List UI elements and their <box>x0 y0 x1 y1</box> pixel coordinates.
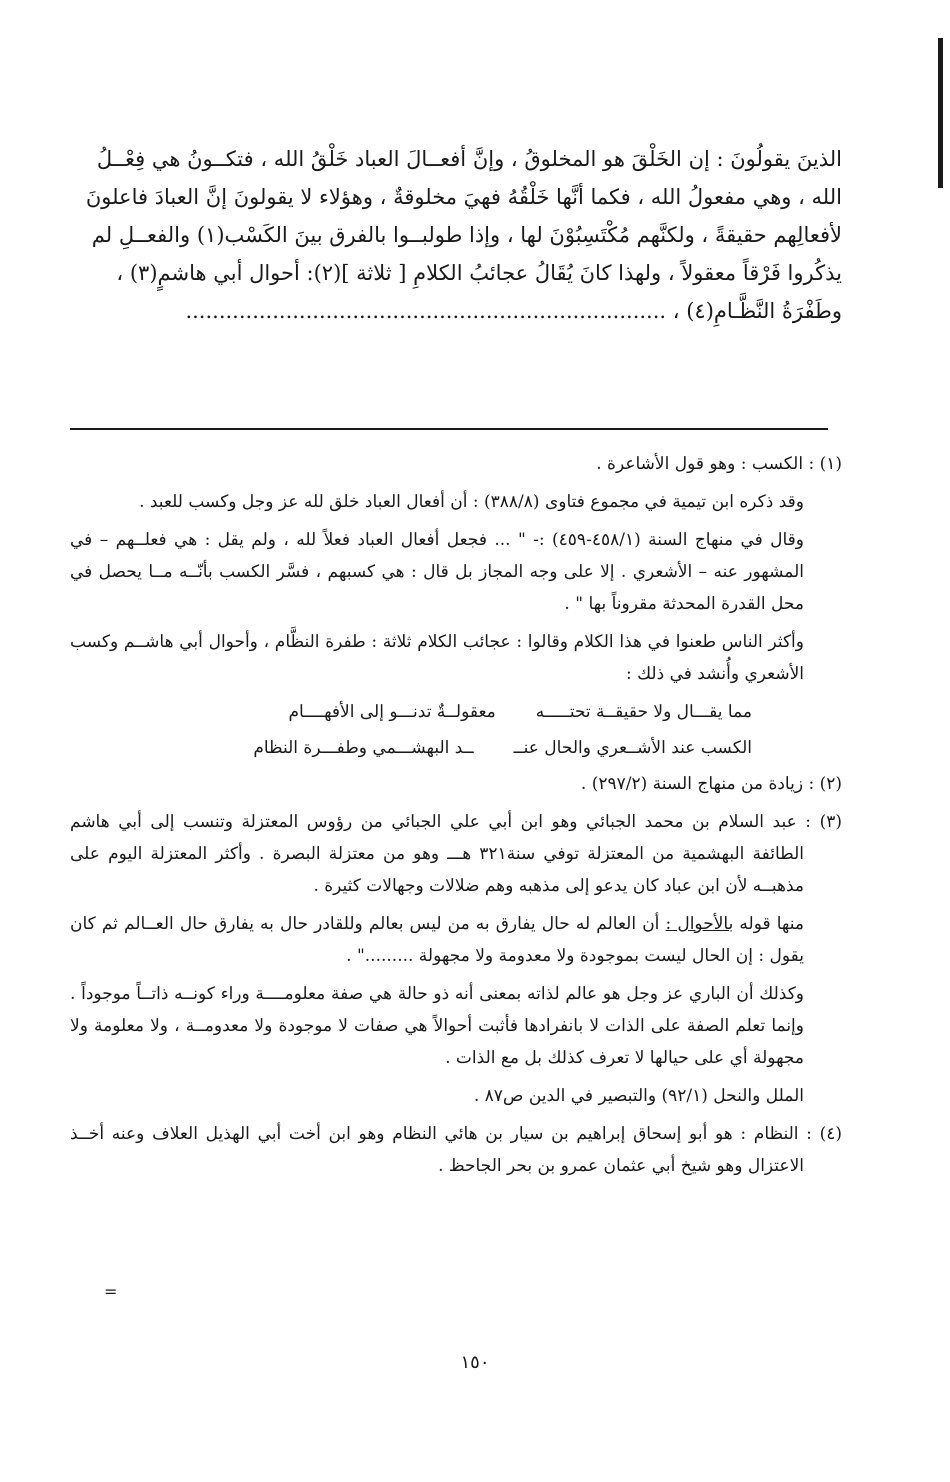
main-text-block <box>70 140 842 330</box>
footnote-2: (٢) : زيادة من منهاج السنة (٢٩٧/٢) . <box>580 774 842 794</box>
continuation-mark: = <box>104 1282 118 1301</box>
footnote-3-para-2-rest: أن العالم له حال يفارق به من ليس بعالم وللقادر حال به يفارق حال العــالم ثم كان يقول : إن الحال ليست بموجودة ولا معدومة ولا مجهولة ........." . <box>70 914 804 966</box>
footnote-1-heading: (١) : الكسب : وهو قول الأشاعرة . <box>596 454 842 474</box>
verse-line-1 <box>70 696 842 728</box>
main-line-3: لأفعالِهم حقيقةً ، ولكنَّهم مُكْتَسِبُوْنَ لها ، وإذا طولبــوا بالفرق بينَ الكَسْب(١) والفعــلِ لم <box>91 223 842 247</box>
footnote-3-para-3: وكذلك أن الباري عز وجل هو عالم لذاته بمعنى أنه ذو حالة هي صفة معلومــــة وراء كونــه ذاتــاً موجوداً . وإنما تعلم الصفة على الذات لا بانفرادها فأثبت أحوالاً هي صفات لا موجودة ولا معدومــة ، ولا معلومة ولا مجهولة أي على حيالها لا تعرف كذلك بل مع الذات . <box>70 984 804 1068</box>
footnote-1-para-2: وقال في منهاج السنة (٤٥٨/١-٤٥٩) :- " ... فجعل أفعال العباد فعلاً لله ، ولم يقل : هي فعلــهم – في المشهور عنه – الأشعري . إلا على وجه المجاز بل قال : هي كسبهم ، فسَّر الكسب بأنّــه مــا يحصل في محل القدرة المحدثة مقروناً بها " . <box>70 530 804 614</box>
footnote-3-para-2 <box>70 908 842 972</box>
main-line-1: الذينَ يقولُونَ : إن الخَلْقَ هو المخلوقُ ، وإنَّ أفعــالَ العباد خَلْقُ الله ، فتكــونُ هي فِعْــلُ <box>96 147 842 171</box>
verse-1-first-hemistich: مما يقـــال ولا حقيقــة تحتـــــه <box>535 702 752 722</box>
main-line-2: الله ، وهي مفعولُ الله ، فكما أنَّها خَلْقُهُ فهيَ مخلوقةٌ ، وهؤلاء لا يقولونَ إنَّ العبادَ فاعلونَ <box>85 185 842 209</box>
verse-2-first-hemistich: الكسب عند الأشــعري والحال عنــ <box>513 738 752 758</box>
footnote-3-source: الملل والنحل (٩٢/١) والتبصير في الدين ص٨٧ . <box>473 1086 804 1106</box>
underlined-term: بالأحوال : <box>665 914 734 934</box>
footnotes-block <box>70 448 842 1188</box>
footnote-1-para-1: وقد ذكره ابن تيمية في مجموع فتاوى (٣٨٨/٨) : أن أفعال العباد خلق لله عز وجل وكسب للعبد . <box>139 492 804 512</box>
main-line-5-text: وطَفْرَةُ النَّظَّـامِ(٤) ، <box>672 299 842 323</box>
main-line-5 <box>70 292 842 330</box>
verse-1-second-hemistich: معقولــةٌ تدنـــو إلى الأفهــــام <box>288 702 496 722</box>
footnote-3-para-2-lead: منها قوله <box>733 914 804 934</box>
footnote-separator <box>70 428 828 430</box>
main-line-4: يذكُروا فَرْقاً معقولاً ، ولهذا كانَ يُقَالُ عجائبُ الكلامِ [ ثلاثة ](٢): أحوال أبي هاشمٍ(٣) ، <box>116 261 842 285</box>
verse-line-2 <box>70 732 842 764</box>
verse-2-second-hemistich: ــد البهشـــمي وطفـــرة النظام <box>253 738 474 758</box>
footnote-1-para-3: وأكثر الناس طعنوا في هذا الكلام وقالوا : عجائب الكلام ثلاثة : طفرة النظَّام ، وأحوال أبي هاشــم وكسب الأشعري وأُنشد في ذلك : <box>70 632 804 684</box>
ellipsis-dots: ........................................................................ <box>185 299 667 323</box>
scan-edge-mark <box>938 38 943 188</box>
footnote-3-para-1: (٣) : عبد السلام بن محمد الجبائي وهو ابن أبي علي الجبائي من رؤوس المعتزلة وتنسب إلى أبي هاشم الطائفة البهشمية من المعتزلة توفي سنة٣٢١ هـــ وهو من معتزلة البصرة . وأكثر المعتزلة اليوم على مذهبــه لأن ابن عباد كان يدعو إلى مذهبه وهم ضلالات وجهالات كثيرة . <box>70 812 842 896</box>
page-number: ١٥٠ <box>460 1352 490 1373</box>
footnote-4: (٤) : النظام : هو أبو إسحاق إبراهيم بن سيار بن هائي النظام وهو ابن أخت أبي الهذيل العلاف وعنه أخــذ الاعتزال وهو شيخ أبي عثمان عمرو بن بحر الجاحظ . <box>70 1124 842 1176</box>
